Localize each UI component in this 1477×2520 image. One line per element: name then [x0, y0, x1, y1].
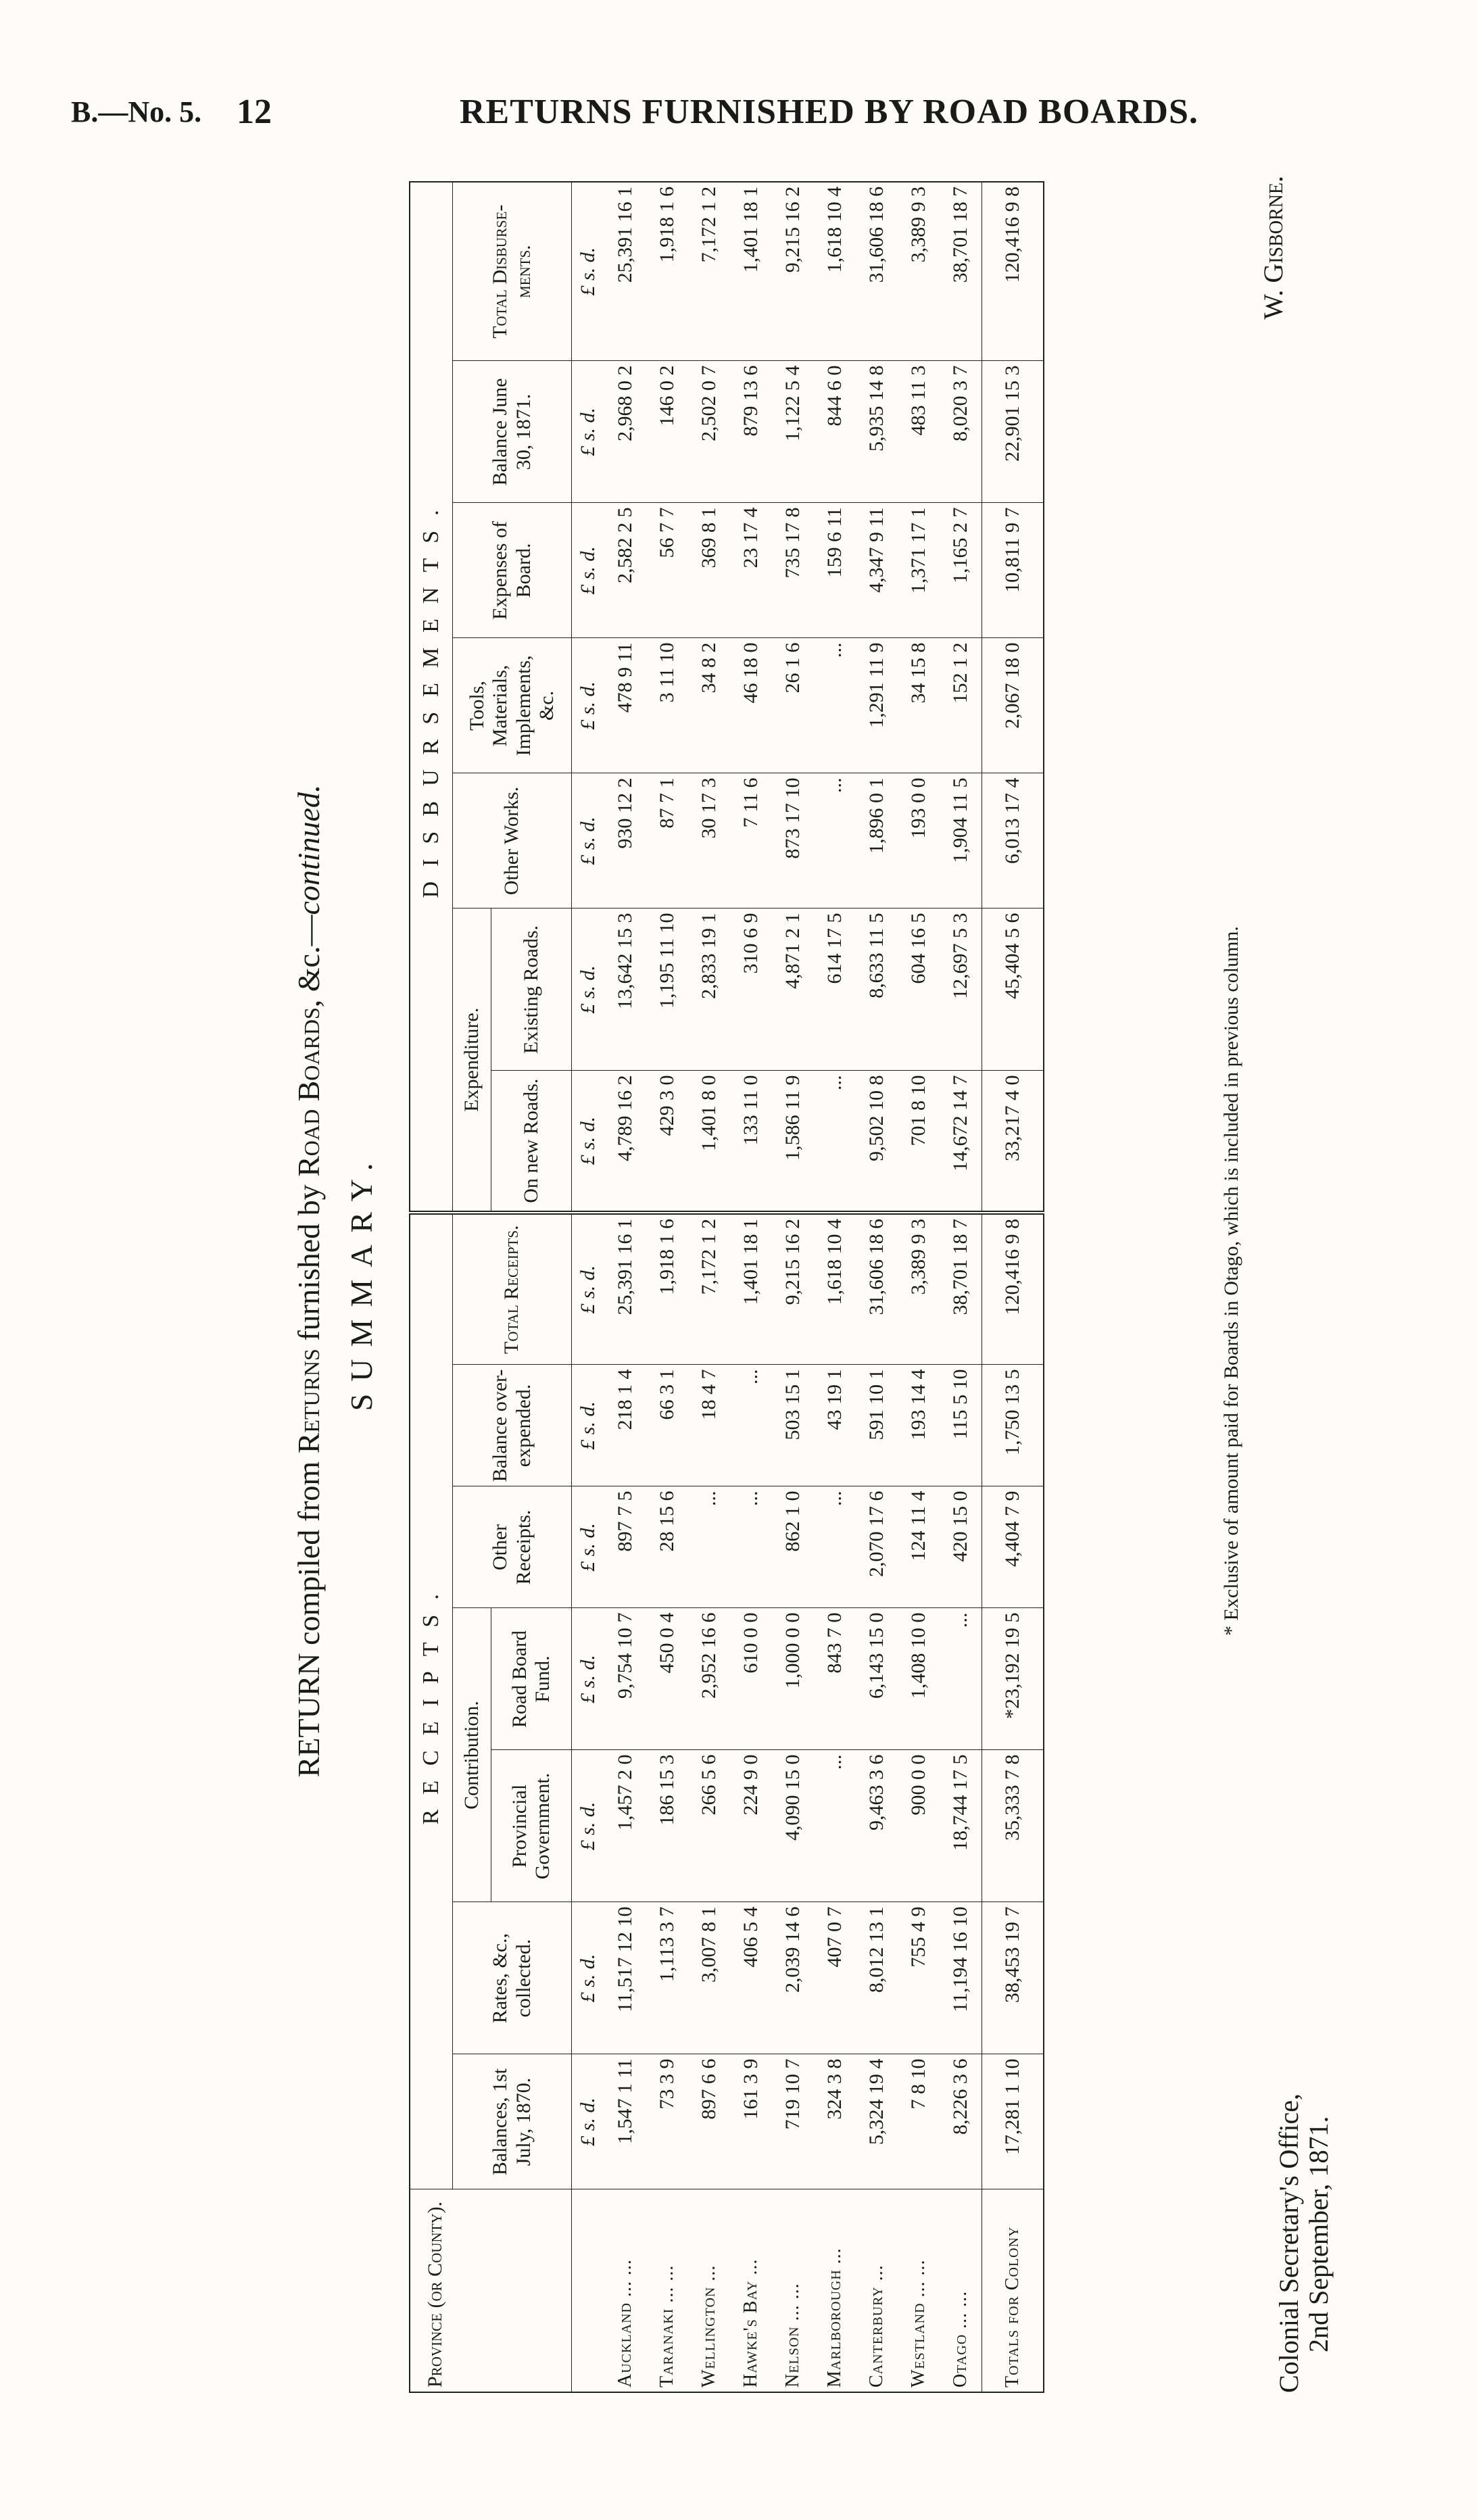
units: £ s. d.: [572, 1750, 605, 1902]
table-cell: 1,547 1 11: [604, 2054, 646, 2189]
header-tools: Tools, Materials, Implements, &c.: [453, 638, 572, 773]
table-row: [646, 182, 688, 2392]
table-cell: 7 11 6: [730, 773, 772, 908]
footnote: * Exclusive of amount paid for Boards in Otago, which is included in previous column.: [1220, 926, 1242, 1636]
table-cell: 1,371 17 1: [898, 503, 940, 638]
table-cell: 4,789 16 2: [604, 1071, 646, 1213]
table-cell: 610 0 0: [730, 1608, 772, 1750]
table-cell: 26 1 6: [772, 638, 814, 773]
document-title: RETURN compiled from Returns furnished by Road Boards, &c.—continued.: [291, 784, 326, 1778]
table-cell: 18,744 17 5: [940, 1750, 982, 1902]
table-cell: 73 3 9: [646, 2054, 688, 2189]
header-disbursements: DISBURSEMENTS.: [410, 182, 453, 1213]
document-subtitle: SUMMARY.: [344, 1150, 379, 1411]
table-cell: 3 11 10: [646, 638, 688, 773]
header-balances: Balances, 1st July, 1870.: [453, 2054, 572, 2189]
table-cell: 310 6 9: [730, 908, 772, 1071]
table-cell: 862 1 0: [772, 1486, 814, 1608]
header-province: Province (or County).: [410, 2189, 572, 2392]
table-cell: 755 4 9: [898, 1902, 940, 2054]
table-cell: 18 4 7: [688, 1365, 730, 1486]
table-cell: 1,122 5 4: [772, 361, 814, 503]
header-other-works: Other Works.: [453, 773, 572, 908]
table-cell: 9,754 10 7: [604, 1608, 646, 1750]
table-cell: 38,453 19 7: [982, 1902, 1044, 2054]
table-cell: 2,067 18 0: [982, 638, 1044, 773]
table-cell: 450 0 4: [646, 1608, 688, 1750]
table-cell: 4,347 9 11: [856, 503, 898, 638]
table-cell: 5,324 19 4: [856, 2054, 898, 2189]
table-cell: 1,408 10 0: [898, 1608, 940, 1750]
table-cell: 429 3 0: [646, 1071, 688, 1213]
units: £ s. d.: [572, 1365, 605, 1486]
table-cell: ...: [730, 1365, 772, 1486]
province-name: Nelson ... ...: [772, 2189, 814, 2392]
province-name: Taranaki ... ...: [646, 2189, 688, 2392]
province-name: Marlborough ...: [814, 2189, 856, 2392]
table-cell: 8,012 13 1: [856, 1902, 898, 2054]
table-cell: 34 8 2: [688, 638, 730, 773]
header-existing-roads: Existing Roads.: [491, 908, 572, 1071]
table-cell: 23 17 4: [730, 503, 772, 638]
table-cell: 9,215 16 2: [772, 1213, 814, 1365]
table-cell: 844 6 0: [814, 361, 856, 503]
table-cell: 146 0 2: [646, 361, 688, 503]
units: £ s. d.: [572, 1608, 605, 1750]
table-cell: 13,642 15 3: [604, 908, 646, 1071]
table-cell: 4,090 15 0: [772, 1750, 814, 1902]
table-cell: 1,401 18 1: [730, 182, 772, 361]
page-number: 12: [237, 93, 272, 131]
table-cell: 873 17 10: [772, 773, 814, 908]
table-cell: 2,968 0 2: [604, 361, 646, 503]
table-cell: 1,618 10 4: [814, 182, 856, 361]
totals-row: [982, 182, 1044, 2392]
table-cell: 34 15 8: [898, 638, 940, 773]
table-cell: 1,401 8 0: [688, 1071, 730, 1213]
table-cell: 897 7 5: [604, 1486, 646, 1608]
table-cell: 4,871 2 1: [772, 908, 814, 1071]
document-reference: B.—No. 5.: [71, 95, 202, 128]
table-cell: ...: [814, 1071, 856, 1213]
table-cell: 9,502 10 8: [856, 1071, 898, 1213]
table-cell: 14,672 14 7: [940, 1071, 982, 1213]
units: £ s. d.: [572, 1902, 605, 2054]
table-cell: 6,143 15 0: [856, 1608, 898, 1750]
header-balance-june: Balance June 30, 1871.: [453, 361, 572, 503]
table-cell: 45,404 5 6: [982, 908, 1044, 1071]
province-name: Otago ... ...: [940, 2189, 982, 2392]
table-cell: 1,457 2 0: [604, 1750, 646, 1902]
table-cell: ...: [688, 1486, 730, 1608]
running-title: RETURNS FURNISHED BY ROAD BOARDS.: [460, 93, 1198, 131]
table-row: [772, 182, 814, 2392]
summary-table: [409, 181, 1044, 2393]
table-cell: 4,404 7 9: [982, 1486, 1044, 1608]
table-cell: 30 17 3: [688, 773, 730, 908]
table-cell: ...: [940, 1608, 982, 1750]
units: £ s. d.: [572, 361, 605, 503]
table-cell: 87 7 1: [646, 773, 688, 908]
table-cell: ...: [814, 1750, 856, 1902]
table-row: [898, 182, 940, 2392]
table-cell: 11,194 16 10: [940, 1902, 982, 2054]
table-cell: 3,389 9 3: [898, 1213, 940, 1365]
table-cell: 900 0 0: [898, 1750, 940, 1902]
table-cell: 2,070 17 6: [856, 1486, 898, 1608]
table-cell: 56 7 7: [646, 503, 688, 638]
table-cell: 1,291 11 9: [856, 638, 898, 773]
header-road-board-fund: Road Board Fund.: [491, 1608, 572, 1750]
header-provincial-government: Provincial Government.: [491, 1750, 572, 1902]
table-cell: 11,517 12 10: [604, 1902, 646, 2054]
table-cell: 31,606 18 6: [856, 182, 898, 361]
header-expenses: Expenses of Board.: [453, 503, 572, 638]
header-rates: Rates, &c., collected.: [453, 1902, 572, 2054]
table-cell: 8,226 3 6: [940, 2054, 982, 2189]
table-cell: 1,618 10 4: [814, 1213, 856, 1365]
province-name: Auckland ... ...: [604, 2189, 646, 2392]
province-name: Hawke's Bay ...: [730, 2189, 772, 2392]
header-new-roads: On new Roads.: [491, 1071, 572, 1213]
header-other-receipts: Other Receipts.: [453, 1486, 572, 1608]
table-cell: 420 15 0: [940, 1486, 982, 1608]
province-name: Totals for Colony: [982, 2189, 1044, 2392]
signature: W. Gisborne.: [1258, 176, 1288, 320]
table-cell: 2,582 2 5: [604, 503, 646, 638]
header-total-receipts: Total Receipts.: [453, 1213, 572, 1365]
table-cell: 324 3 8: [814, 2054, 856, 2189]
province-name: Westland ... ...: [898, 2189, 940, 2392]
table-cell: 2,833 19 1: [688, 908, 730, 1071]
table-cell: 35,333 7 8: [982, 1750, 1044, 1902]
units: £ s. d.: [572, 773, 605, 908]
table-cell: 17,281 1 10: [982, 2054, 1044, 2189]
table-cell: 1,750 13 5: [982, 1365, 1044, 1486]
table-cell: 3,389 9 3: [898, 182, 940, 361]
table-cell: 843 7 0: [814, 1608, 856, 1750]
office-date: 2nd September, 1871.: [1303, 2116, 1334, 2352]
header-receipts: RECEIPTS.: [410, 1213, 453, 2189]
table-cell: 879 13 6: [730, 361, 772, 503]
table-cell: 1,918 1 6: [646, 182, 688, 361]
table-cell: 407 0 7: [814, 1902, 856, 2054]
table-cell: 930 12 2: [604, 773, 646, 908]
table-cell: 5,935 14 8: [856, 361, 898, 503]
table-cell: ...: [814, 638, 856, 773]
table-cell: 133 11 0: [730, 1071, 772, 1213]
table-cell: 25,391 16 1: [604, 182, 646, 361]
units: £ s. d.: [572, 182, 605, 361]
table-cell: 6,013 17 4: [982, 773, 1044, 908]
units: £ s. d.: [572, 908, 605, 1071]
table-cell: 22,901 15 3: [982, 361, 1044, 503]
table-cell: ...: [814, 773, 856, 908]
province-name: Canterbury ...: [856, 2189, 898, 2392]
table-cell: 193 0 0: [898, 773, 940, 908]
table-cell: 186 15 3: [646, 1750, 688, 1902]
table-cell: 897 6 6: [688, 2054, 730, 2189]
table-cell: 1,896 0 1: [856, 773, 898, 908]
table-cell: 46 18 0: [730, 638, 772, 773]
table-cell: 9,215 16 2: [772, 182, 814, 361]
table-cell: 1,586 11 9: [772, 1071, 814, 1213]
units: £ s. d.: [572, 2054, 605, 2189]
table-cell: 406 5 4: [730, 1902, 772, 2054]
units: £ s. d.: [572, 1486, 605, 1608]
table-cell: 1,113 3 7: [646, 1902, 688, 2054]
table-cell: 2,039 14 6: [772, 1902, 814, 2054]
table-cell: 31,606 18 6: [856, 1213, 898, 1365]
table-cell: 503 15 1: [772, 1365, 814, 1486]
province-name: Wellington ...: [688, 2189, 730, 2392]
table-cell: 3,007 8 1: [688, 1902, 730, 2054]
table-cell: 25,391 16 1: [604, 1213, 646, 1365]
units: £ s. d.: [572, 1213, 605, 1365]
table-cell: 369 8 1: [688, 503, 730, 638]
header-contribution: Contribution.: [453, 1608, 491, 1902]
units: £ s. d.: [572, 638, 605, 773]
table-cell: 120,416 9 8: [982, 1213, 1044, 1365]
table-row: [604, 182, 646, 2392]
table-cell: *23,192 19 5: [982, 1608, 1044, 1750]
table-cell: 66 3 1: [646, 1365, 688, 1486]
table-cell: 224 9 0: [730, 1750, 772, 1902]
table-cell: 152 1 2: [940, 638, 982, 773]
table-cell: 7,172 1 2: [688, 1213, 730, 1365]
table-cell: 604 16 5: [898, 908, 940, 1071]
table-cell: 1,195 11 10: [646, 908, 688, 1071]
table-cell: 8,633 11 5: [856, 908, 898, 1071]
units: £ s. d.: [572, 1071, 605, 1213]
table-cell: 719 10 7: [772, 2054, 814, 2189]
table-cell: 161 3 9: [730, 2054, 772, 2189]
table-row: [730, 182, 772, 2392]
table-cell: ...: [814, 1486, 856, 1608]
header-total-disbursements: Total Disburse-ments.: [453, 182, 572, 361]
table-cell: 12,697 5 3: [940, 908, 982, 1071]
table-cell: 8,020 3 7: [940, 361, 982, 503]
table-cell: 1,165 2 7: [940, 503, 982, 638]
table-cell: 124 11 4: [898, 1486, 940, 1608]
table-cell: 218 1 4: [604, 1365, 646, 1486]
table-cell: 1,904 11 5: [940, 773, 982, 908]
table-cell: 1,401 18 1: [730, 1213, 772, 1365]
table-row: [856, 182, 898, 2392]
table-cell: 28 15 6: [646, 1486, 688, 1608]
table-cell: 614 17 5: [814, 908, 856, 1071]
table-cell: 483 11 3: [898, 361, 940, 503]
units: £ s. d.: [572, 503, 605, 638]
units-row: [572, 182, 605, 2392]
table-cell: 9,463 3 6: [856, 1750, 898, 1902]
table-cell: 478 9 11: [604, 638, 646, 773]
table-cell: 38,701 18 7: [940, 182, 982, 361]
table-cell: 10,811 9 7: [982, 503, 1044, 638]
table-cell: 701 8 10: [898, 1071, 940, 1213]
table-cell: 591 10 1: [856, 1365, 898, 1486]
header-expenditure: Expenditure.: [453, 908, 491, 1213]
table-cell: ...: [730, 1486, 772, 1608]
table-cell: 7,172 1 2: [688, 182, 730, 361]
table-cell: 159 6 11: [814, 503, 856, 638]
table-cell: 2,502 0 7: [688, 361, 730, 503]
office-address: [1274, 2093, 1334, 2393]
table-row: [688, 182, 730, 2392]
table-cell: 735 17 8: [772, 503, 814, 638]
table-cell: 38,701 18 7: [940, 1213, 982, 1365]
table-cell: 266 5 6: [688, 1750, 730, 1902]
table-cell: 7 8 10: [898, 2054, 940, 2189]
header-balance-over: Balance over-expended.: [453, 1365, 572, 1486]
table-cell: 193 14 4: [898, 1365, 940, 1486]
rotated-page-content: [291, 149, 1372, 2413]
table-cell: 33,217 4 0: [982, 1071, 1044, 1213]
table-cell: 2,952 16 6: [688, 1608, 730, 1750]
table-cell: 43 19 1: [814, 1365, 856, 1486]
table-cell: 120,416 9 8: [982, 182, 1044, 361]
office-line: Colonial Secretary's Office,: [1274, 2093, 1304, 2393]
table-cell: 1,000 0 0: [772, 1608, 814, 1750]
table-row: [814, 182, 856, 2392]
table-row: [940, 182, 982, 2392]
table-cell: 115 5 10: [940, 1365, 982, 1486]
table-cell: 1,918 1 6: [646, 1213, 688, 1365]
